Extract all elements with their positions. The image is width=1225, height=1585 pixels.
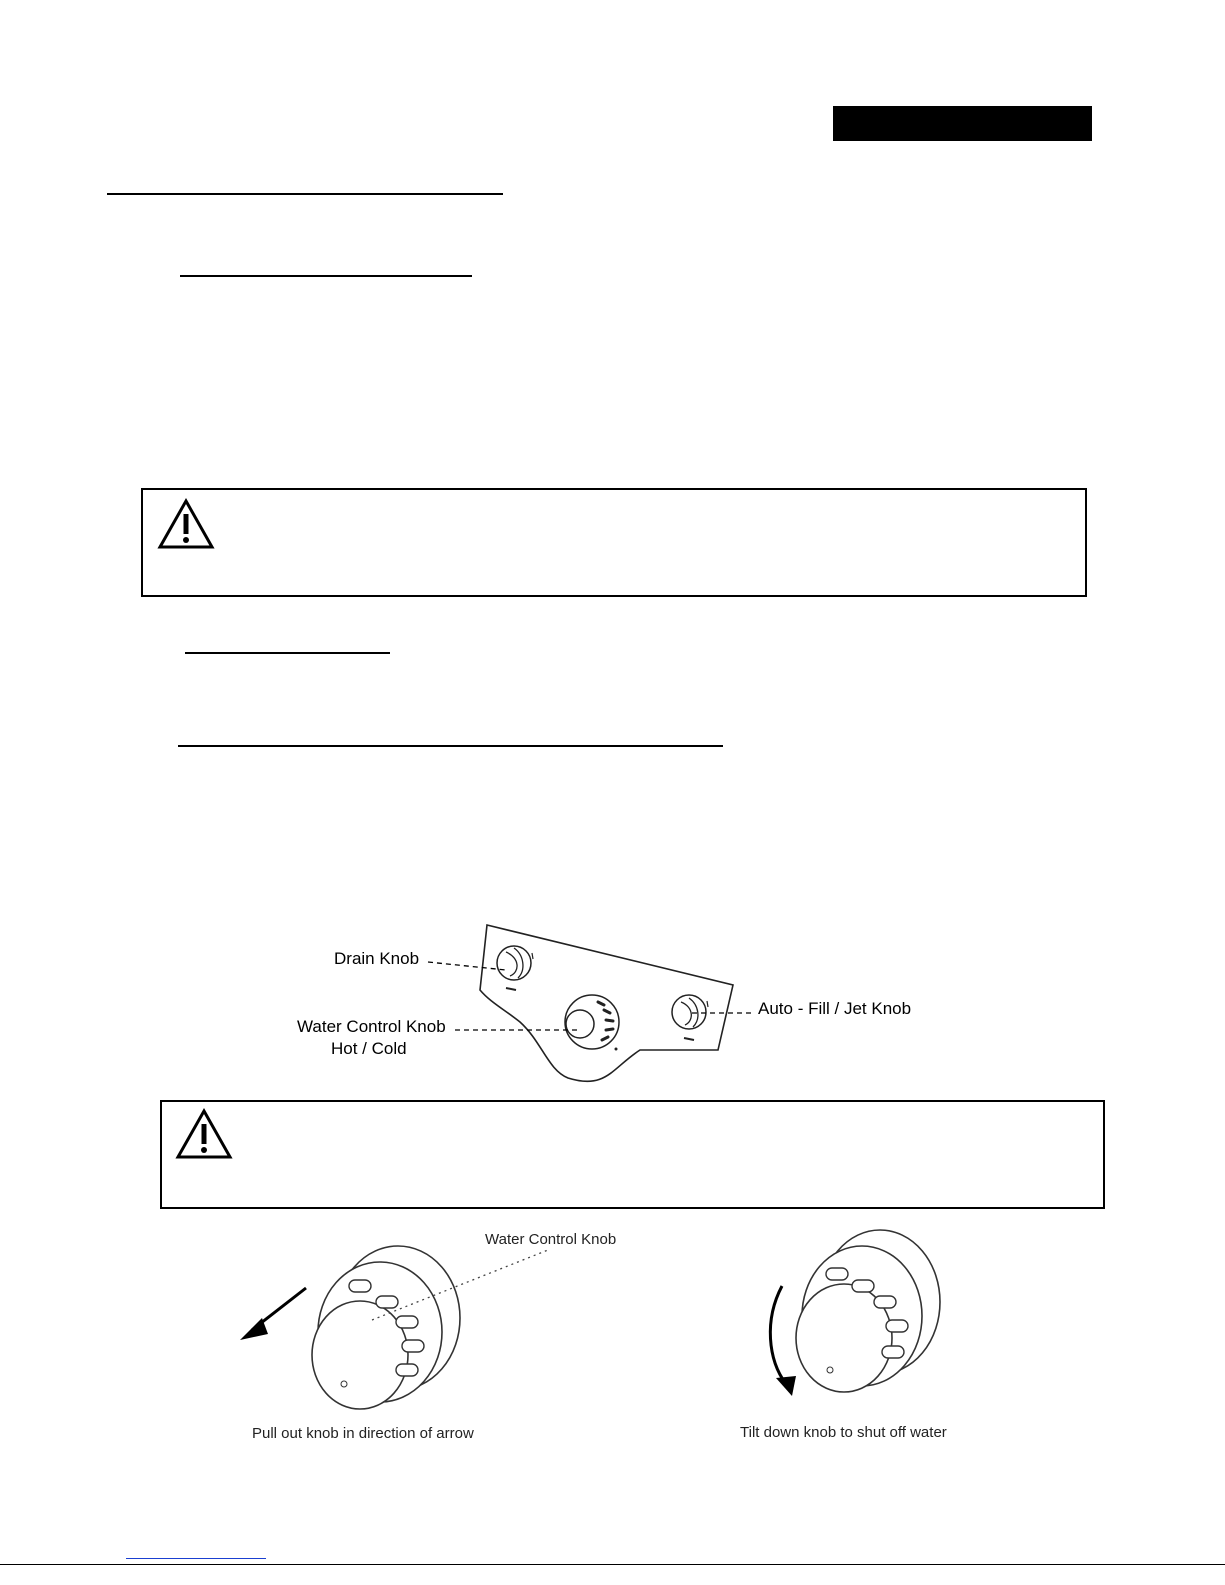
tilt-direction-arrow-icon [770,1286,796,1396]
subheading-underline-1 [180,275,472,277]
water-control-knob-icon [565,995,619,1051]
pull-out-knob-icon [312,1246,460,1409]
control-panel-outline [480,925,733,1081]
auto-fill-jet-knob-label: Auto - Fill / Jet Knob [758,999,912,1018]
tilt-down-knob-icon [796,1230,940,1392]
pull-direction-arrow-icon [240,1288,306,1340]
warning-triangle-icon [175,1108,233,1160]
warning-box-1 [141,488,1087,597]
subheading-underline-3 [178,745,723,747]
drain-knob-icon [497,946,533,990]
water-control-knob-label: Water Control Knob [297,1017,446,1036]
footer-link-underline[interactable] [126,1558,266,1559]
pull-caption: Pull out knob in direction of arrow [252,1425,474,1442]
tilt-caption: Tilt down knob to shut off water [740,1424,947,1441]
hot-cold-label: Hot / Cold [331,1039,407,1058]
header-redaction-bar [833,106,1092,141]
warning-triangle-icon [157,498,215,550]
knob-callout-label: Water Control Knob [485,1231,617,1248]
drain-leader-line [428,962,506,970]
drain-knob-label: Drain Knob [334,949,420,968]
auto-fill-jet-knob-icon [672,995,708,1040]
warning-box-2 [160,1100,1105,1209]
section-heading-underline [107,193,503,195]
subheading-underline-2 [185,652,390,654]
page-bottom-rule [0,1564,1225,1565]
knob-callout-leader [372,1250,548,1320]
